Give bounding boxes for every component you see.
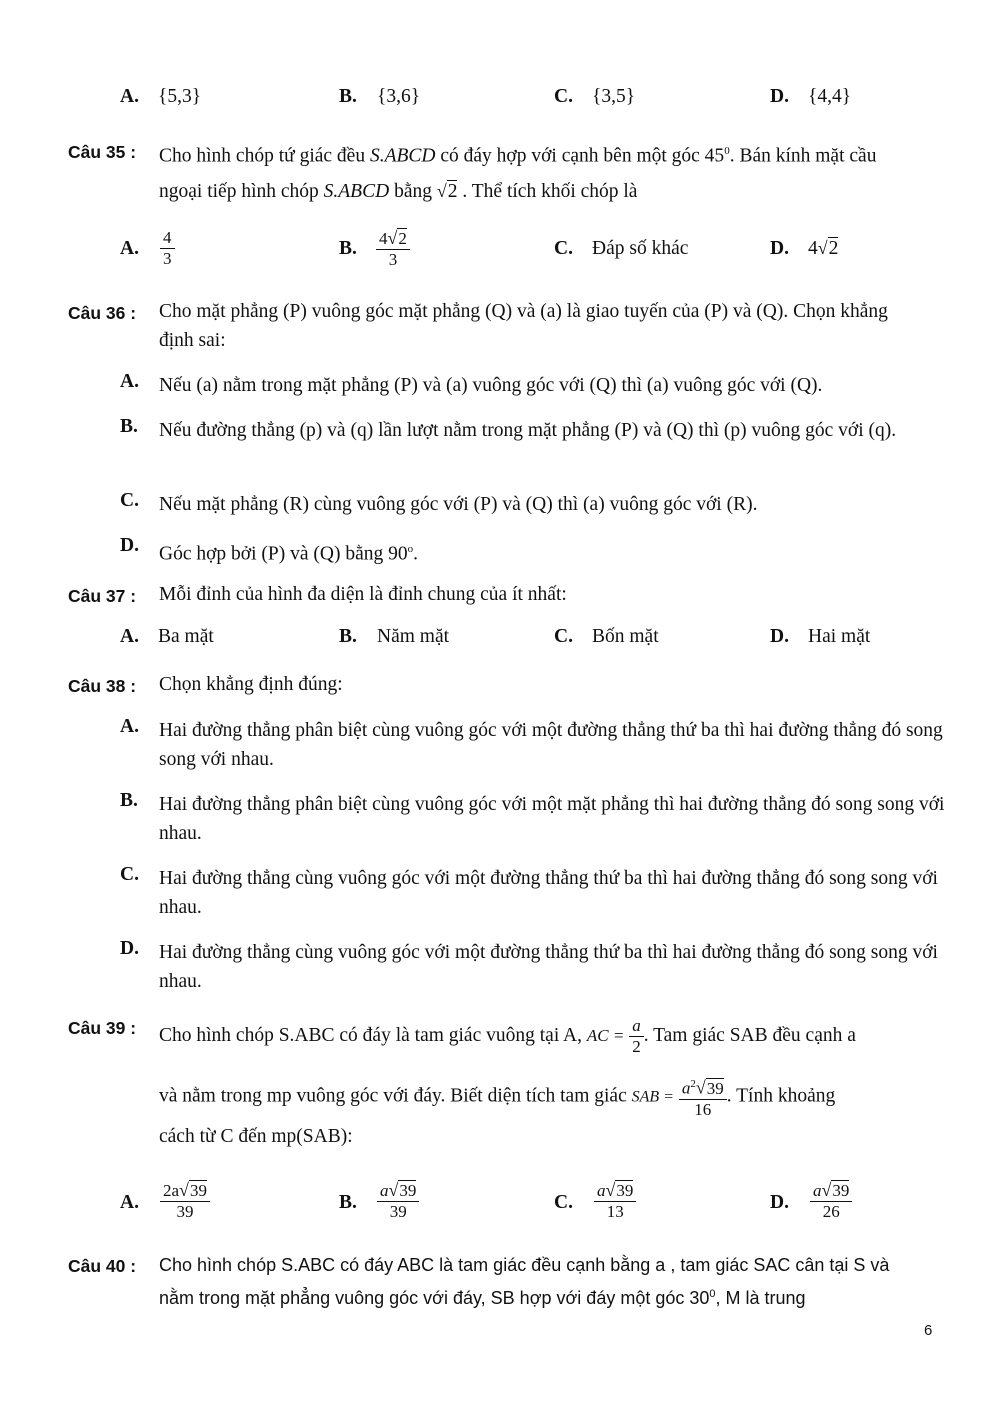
q40-text: Cho hình chóp S.ABC có đáy ABC là tam giác đều cạnh bằng a , tam giác SAC cân tại S và nằm trong mặt phẳng vuông góc với đáy, SB hợp với đáy một góc $30^0$, M là trung <box>159 1255 890 1308</box>
q34-option-d[interactable]: D. {4,4} <box>770 86 852 107</box>
q39-option-b[interactable]: B. <box>339 1192 357 1213</box>
q39-option-d-value: $\frac{a√39}{26}$ <box>810 1180 852 1222</box>
q39-option-c[interactable]: C. <box>554 1192 573 1213</box>
q36-text: Cho mặt phẳng (P) vuông góc mặt phẳng (Q) và (a) là giao tuyến của (P) và (Q). Chọn khẳng định sai: <box>159 301 888 351</box>
q40-number: Câu 40 : <box>68 1256 137 1276</box>
q37-option-a[interactable]: A. Ba mặt <box>120 626 214 647</box>
q38-text: Chọn khẳng định đúng: <box>159 674 343 695</box>
q35-text: Cho hình chóp tứ giác đều S.ABCD có đáy hợp với cạnh bên một góc $45^0$. Bán kính mặt cầu ngoại tiếp hình chóp S.ABCD bằng √2 . Thể tích khối chóp là <box>159 145 877 202</box>
q35-option-b[interactable]: B. <box>339 238 357 259</box>
q34-option-a[interactable]: A. {5,3} <box>120 86 202 107</box>
q35-option-c[interactable]: C. Đáp số khác <box>554 238 689 259</box>
q39-option-b-value: $\frac{a√39}{39}$ <box>377 1180 419 1222</box>
q34-option-b[interactable]: B. {3,6} <box>339 86 421 107</box>
q35-option-b-value: $\frac{4√2}{3}$ <box>376 228 410 270</box>
q38-number: Câu 38 : <box>68 676 137 696</box>
q39-option-d[interactable]: D. <box>770 1192 789 1213</box>
page-number: 6 <box>924 1322 933 1339</box>
q36-number: Câu 36 : <box>68 303 137 323</box>
q37-option-c[interactable]: C. Bốn mặt <box>554 626 659 647</box>
q35-option-a-value: $\frac{4}{3}$ <box>160 228 175 269</box>
q35-number: Câu 35 : <box>68 142 137 162</box>
q39-option-a[interactable]: A. <box>120 1192 139 1213</box>
q39-option-a-value: $\frac{2a√39}{39}$ <box>160 1180 210 1222</box>
q37-option-d[interactable]: D. Hai mặt <box>770 626 871 647</box>
q39-number: Câu 39 : <box>68 1018 137 1038</box>
q34-option-c[interactable]: C. {3,5} <box>554 86 636 107</box>
q35-option-a[interactable]: A. <box>120 238 139 259</box>
q39-option-c-value: $\frac{a√39}{13}$ <box>594 1180 636 1222</box>
q35-option-d[interactable]: D. 4√2 <box>770 238 839 259</box>
q37-number: Câu 37 : <box>68 586 137 606</box>
q37-option-b[interactable]: B. Năm mặt <box>339 626 450 647</box>
q39-text: Cho hình chóp S.ABC có đáy là tam giác vuông tại A, AC = $\frac{a}{2}$ . Tam giác SAB đều cạnh a và nằm trong mp vuông góc với đáy. Biết diện tích tam giác SAB = $\frac{a^2√39}{16}$ . Tính khoảng cách từ C đến mp(SAB): <box>159 1016 856 1147</box>
q37-text: Mỗi đỉnh của hình đa diện là đỉnh chung của ít nhất: <box>159 584 567 605</box>
